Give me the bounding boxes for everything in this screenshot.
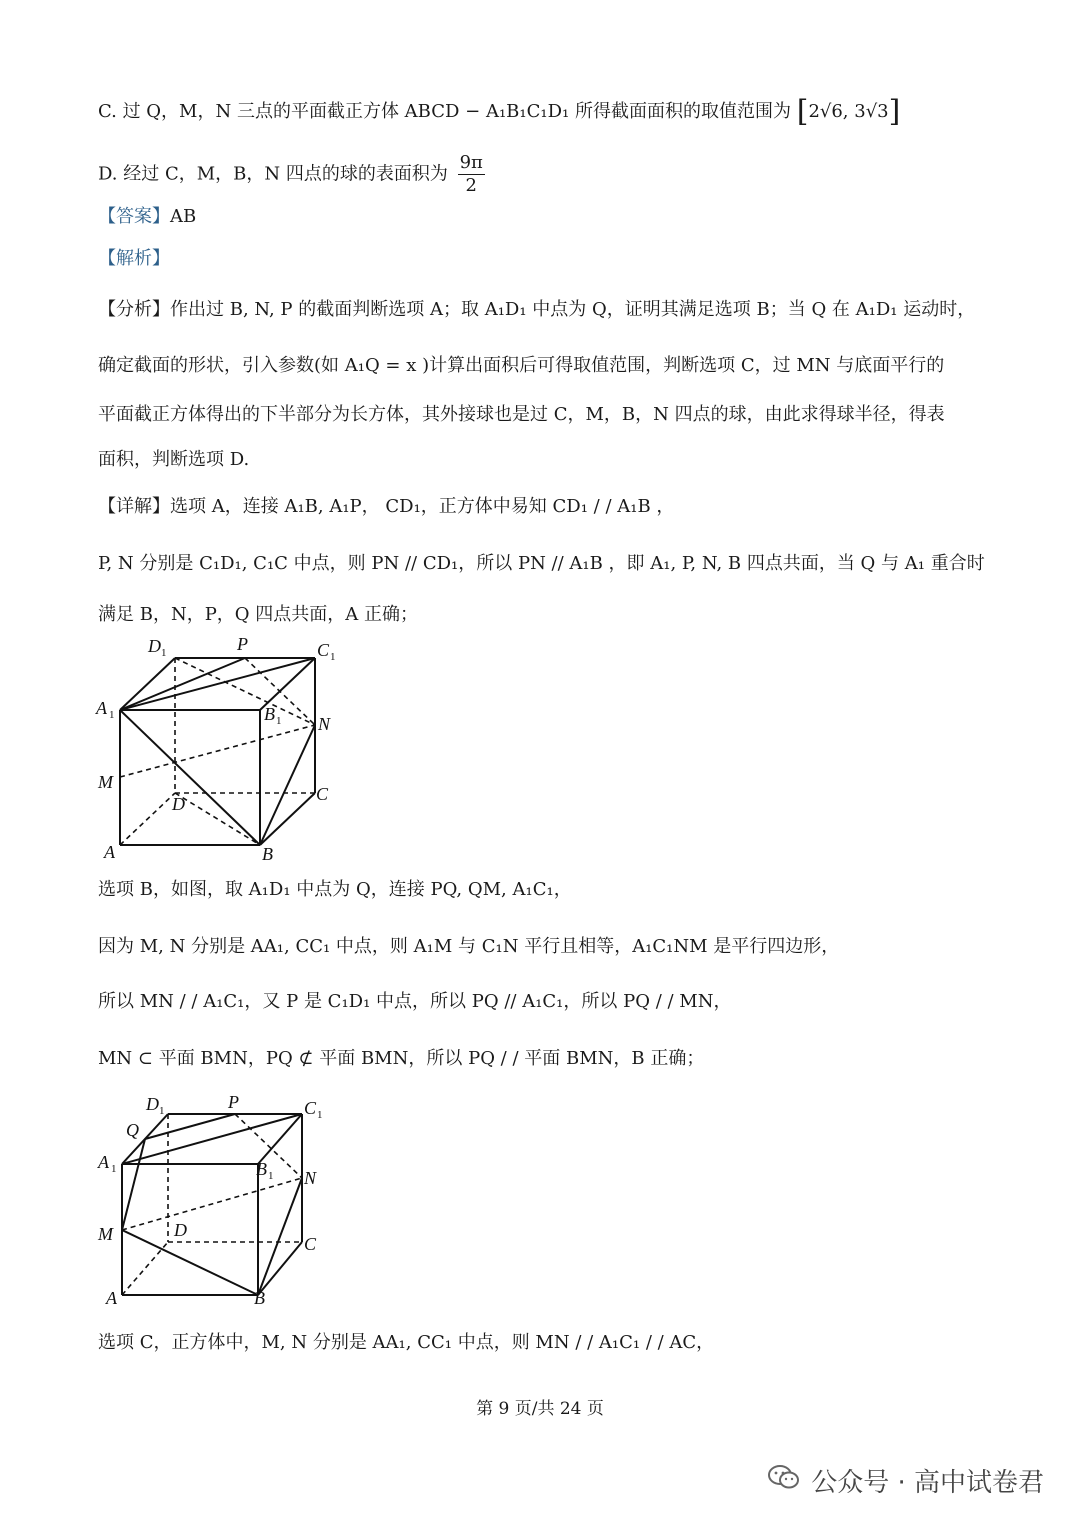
label-A: A	[104, 842, 115, 862]
b-line-1: 选项 B，如图，取 A₁D₁ 中点为 Q，连接 PQ, QM, A₁C₁，	[98, 879, 572, 900]
option-d-fraction	[458, 152, 485, 197]
label-P: P	[237, 634, 248, 654]
svg-text:1: 1	[109, 709, 115, 721]
xiangjie-line-1: 【详解】选项 A，连接 A₁B, A₁P， CD₁，正方体中易知 CD₁ / / A₁B ，	[98, 496, 675, 517]
label-C: C	[316, 784, 329, 804]
fenxi-line-3: 平面截正方体得出的下半部分为长方体，其外接球也是过 C，M，B，N 四点的球，由此求得球半径，得表	[98, 404, 945, 425]
label-A1: A	[98, 1152, 109, 1172]
svg-text:1: 1	[111, 1163, 117, 1175]
label-M: M	[98, 772, 113, 792]
svg-text:1: 1	[276, 715, 282, 727]
svg-text:1: 1	[268, 1170, 274, 1182]
xiangjie-line-2: P, N 分别是 C₁D₁, C₁C 中点，则 PN // CD₁，所以 PN // A₁B ，即 A₁, P, N, B 四点共面，当 Q 与 A₁ 重合时	[98, 553, 985, 574]
svg-text:1: 1	[159, 1105, 165, 1117]
label-C: C	[304, 1234, 317, 1254]
svg-text:1: 1	[317, 1109, 323, 1121]
answer-tag: 【答案】	[98, 206, 170, 227]
c-line-1: 选项 C，正方体中，M, N 分别是 AA₁, CC₁ 中点，则 MN / / A₁C₁ / / AC，	[98, 1332, 715, 1353]
option-c-range: 2√6, 3√3	[808, 101, 889, 122]
label-D: D	[172, 794, 185, 814]
fenxi-line-4: 面积，判断选项 D.	[98, 449, 250, 470]
watermark-text: 公众号 · 高中试卷君	[811, 1468, 1044, 1498]
label-D1: D	[146, 1094, 159, 1114]
option-d-text: D. 经过 C，M，B，N 四点的球的表面积为	[98, 163, 448, 185]
cube-figure-2	[90, 1090, 350, 1319]
b-line-3: 所以 MN / / A₁C₁，又 P 是 C₁D₁ 中点，所以 PQ // A₁C₁，所以 PQ / / MN，	[98, 991, 732, 1012]
xiangjie-line-3: 满足 B，N，P，Q 四点共面，A 正确；	[98, 604, 419, 625]
analysis-heading	[98, 246, 170, 272]
svg-text:1: 1	[161, 647, 167, 659]
label-A: A	[106, 1288, 117, 1308]
label-A1: A	[96, 698, 107, 718]
label-N: N	[318, 714, 331, 734]
watermark	[767, 1462, 1044, 1499]
label-B1: B	[256, 1159, 267, 1179]
label-B: B	[262, 844, 273, 864]
page-footer: 第 9 页/共 24 页	[476, 1399, 604, 1419]
fenxi-line-1: 【分析】作出过 B, N, P 的截面判断选项 A；取 A₁D₁ 中点为 Q，证明其满足选项 B；当 Q 在 A₁D₁ 运动时，	[98, 299, 976, 320]
label-P: P	[228, 1092, 239, 1112]
label-B: B	[254, 1288, 265, 1308]
label-N: N	[304, 1168, 317, 1188]
label-D: D	[174, 1220, 187, 1240]
answer-value: AB	[170, 206, 197, 227]
label-M: M	[98, 1224, 113, 1244]
label-D1: D	[148, 636, 161, 656]
option-d-line	[98, 152, 485, 197]
fraction-numerator: 9π	[459, 152, 483, 173]
label-Q: Q	[126, 1120, 139, 1140]
b-line-4: MN ⊂ 平面 BMN，PQ ⊄ 平面 BMN，所以 PQ / / 平面 BMN，B 正确；	[98, 1048, 705, 1069]
cube-diagram-2	[90, 1090, 350, 1315]
option-c-text: C. 过 Q，M，N 三点的平面截正方体 ABCD − A₁B₁C₁D₁ 所得截面面积的取值范围为	[98, 101, 791, 122]
fraction-denominator: 2	[465, 175, 477, 196]
svg-text:1: 1	[330, 651, 336, 663]
option-c-line: C. 过 Q，M，N 三点的平面截正方体 ABCD − A₁B₁C₁D₁ 所得截面面积的取值范围为 [2√6, 3√3]	[98, 94, 901, 129]
label-C1: C	[317, 640, 330, 660]
cube-figure-1	[90, 630, 350, 874]
b-line-2: 因为 M, N 分别是 AA₁, CC₁ 中点，则 A₁M 与 C₁N 平行且相等，A₁C₁NM 是平行四边形，	[98, 936, 840, 957]
fenxi-line-2: 确定截面的形状，引入参数(如 A₁Q = x )计算出面积后可得取值范围，判断选项 C，过 MN 与底面平行的	[98, 355, 945, 376]
wechat-icon	[767, 1463, 801, 1498]
label-C1: C	[304, 1098, 317, 1118]
cube-diagram-1	[90, 630, 350, 870]
answer-line	[98, 204, 196, 230]
label-B1: B	[264, 704, 275, 724]
analysis-tag: 【解析】	[98, 248, 170, 269]
